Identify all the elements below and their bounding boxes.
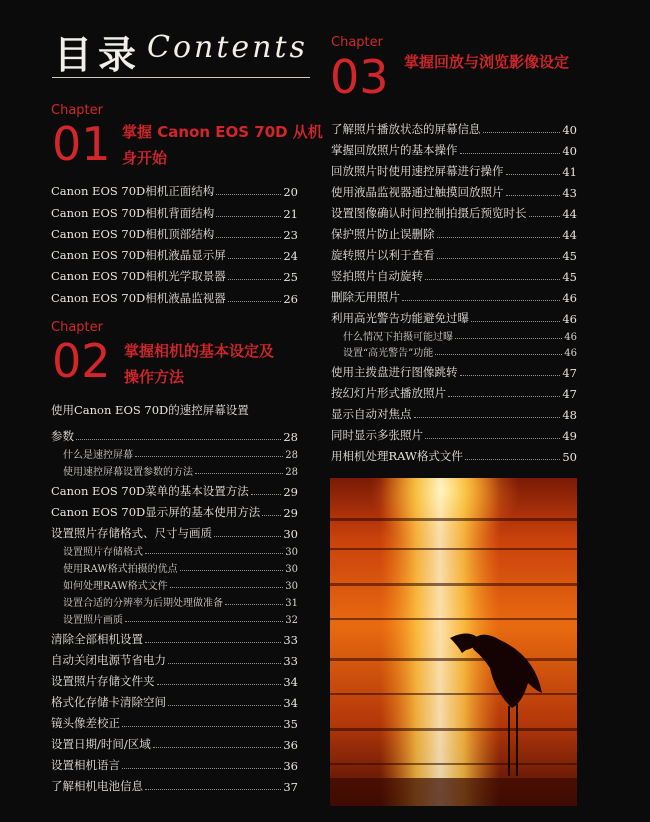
- toc-entry-title: 自动关闭电源节省电力: [51, 653, 166, 667]
- toc-entry[interactable]: [331, 179, 577, 200]
- toc-page-number: 33: [283, 633, 298, 647]
- toc-page-number: 32: [285, 615, 298, 626]
- toc-leader-dots: [425, 279, 560, 280]
- toc-leader-dots: [195, 473, 283, 474]
- toc-leader-dots: [214, 536, 281, 537]
- toc-leader-dots: [145, 789, 281, 790]
- toc-leader-dots: [216, 237, 281, 238]
- toc-entry-title: 利用高光警告功能避免过曝: [331, 311, 469, 325]
- toc-page-number: 30: [285, 547, 298, 558]
- toc-page-number: 36: [283, 738, 298, 752]
- toc-entry[interactable]: [51, 609, 298, 626]
- toc-entry[interactable]: [51, 263, 298, 284]
- toc-entry[interactable]: [331, 401, 577, 422]
- toc-page-number: 21: [283, 206, 298, 221]
- toc-entry-title: 用相机处理RAW格式文件: [331, 449, 463, 463]
- toc-entry-title: 参数: [51, 429, 74, 443]
- toc-entry-title: 镜头像差校正: [51, 716, 120, 730]
- toc-entry[interactable]: [331, 305, 577, 326]
- toc-entry-title: 了解相机电池信息: [51, 779, 143, 793]
- chapter-2-number: 02: [52, 334, 111, 388]
- toc-entry[interactable]: [51, 178, 298, 199]
- chapter-1-title-line2: 身开始: [122, 149, 168, 167]
- toc-entry[interactable]: [331, 263, 577, 284]
- toc-page-number: 50: [562, 450, 577, 464]
- toc-page-number: 34: [283, 696, 298, 710]
- chapter-1-number: 01: [52, 117, 111, 171]
- toc-entry[interactable]: [51, 558, 298, 575]
- chapter-1-label: Chapter: [51, 103, 103, 118]
- toc-leader-dots: [216, 216, 281, 217]
- toc-entry-title: Canon EOS 70D相机顶部结构: [51, 226, 215, 241]
- toc-leader-dots: [402, 300, 560, 301]
- toc-entry-title: 删除无用照片: [331, 290, 400, 304]
- toc-leader-dots: [251, 494, 282, 495]
- toc-entry-title: 旋转照片以利于查看: [331, 248, 435, 262]
- toc-leader-dots: [76, 439, 281, 440]
- toc-page-number: 23: [283, 227, 298, 242]
- toc-entry-title: Canon EOS 70D菜单的基本设置方法: [51, 484, 249, 498]
- toc-entry[interactable]: [51, 752, 298, 773]
- toc-page-number: 46: [564, 331, 577, 343]
- toc-entry[interactable]: [51, 499, 298, 520]
- toc-page-number: 30: [285, 564, 298, 575]
- toc-leader-dots: [157, 684, 282, 685]
- title-divider: [52, 77, 310, 78]
- toc-leader-dots: [122, 768, 281, 769]
- toc-entry[interactable]: [51, 773, 298, 794]
- toc-entry[interactable]: [51, 541, 298, 558]
- toc-page-number: 41: [562, 165, 577, 179]
- chapter-2-label: Chapter: [51, 320, 103, 335]
- toc-entry[interactable]: [51, 668, 298, 689]
- toc-entry[interactable]: [331, 284, 577, 305]
- toc-page-number: 46: [564, 348, 577, 359]
- toc-leader-dots: [483, 132, 561, 133]
- chapter-1-toc: [51, 178, 298, 306]
- toc-entry[interactable]: [331, 221, 577, 242]
- chapter-2-toc: [51, 423, 298, 794]
- toc-entry[interactable]: [331, 343, 577, 360]
- toc-entry-title: 设置合适的分辨率为后期处理做准备: [63, 598, 223, 609]
- toc-entry[interactable]: [51, 444, 298, 461]
- toc-leader-dots: [435, 354, 562, 355]
- toc-page-number: 37: [283, 780, 298, 794]
- toc-leader-dots: [506, 174, 561, 175]
- toc-page-number: 44: [562, 207, 577, 221]
- toc-entry-title: 设置相机语言: [51, 758, 120, 772]
- toc-leader-dots: [168, 663, 281, 664]
- toc-leader-dots: [506, 195, 561, 196]
- toc-entry-title: Canon EOS 70D显示屏的基本使用方法: [51, 505, 261, 519]
- toc-entry-title: Canon EOS 70D相机光学取景器: [51, 269, 226, 284]
- toc-page-number: 47: [562, 366, 577, 380]
- toc-entry[interactable]: [51, 626, 298, 647]
- toc-entry-title: 设置照片存储文件夹: [51, 674, 155, 688]
- toc-entry[interactable]: [331, 422, 577, 443]
- toc-leader-dots: [529, 216, 561, 217]
- toc-page-number: 20: [283, 185, 298, 200]
- toc-page-number: 29: [283, 485, 298, 499]
- toc-entry-title: 使用速控屏幕设置参数的方法: [63, 467, 193, 478]
- toc-entry-title: 设置照片存储格式: [63, 547, 143, 558]
- toc-entry[interactable]: [51, 478, 298, 499]
- toc-page-number: 49: [562, 429, 577, 443]
- toc-entry[interactable]: [51, 731, 298, 752]
- toc-entry-title: 同时显示多张照片: [331, 428, 423, 442]
- toc-entry[interactable]: [51, 592, 298, 609]
- page-title: 目录: [54, 32, 143, 77]
- toc-page-number: 40: [562, 123, 577, 137]
- toc-page-number: 46: [562, 291, 577, 305]
- toc-entry[interactable]: [331, 116, 577, 137]
- toc-leader-dots: [228, 301, 282, 302]
- page-title-en: Contents: [147, 30, 308, 65]
- toc-entry[interactable]: [51, 461, 298, 478]
- toc-entry-title: 设置照片画质: [63, 615, 123, 626]
- toc-entry[interactable]: [331, 137, 577, 158]
- toc-entry[interactable]: [331, 380, 577, 401]
- toc-leader-dots: [262, 515, 281, 516]
- chapter-2-title-line2: 操作方法: [124, 368, 185, 386]
- chapter-3-number: 03: [330, 50, 389, 104]
- toc-page-number: 35: [283, 717, 298, 731]
- toc-entry-title: Canon EOS 70D相机液晶显示屏: [51, 248, 226, 263]
- toc-entry[interactable]: [331, 443, 577, 464]
- toc-page-number: 36: [283, 759, 298, 773]
- toc-entry-title: Canon EOS 70D相机正面结构: [51, 184, 215, 199]
- toc-entry[interactable]: [331, 158, 577, 179]
- toc-leader-dots: [437, 237, 561, 238]
- toc-entry[interactable]: [51, 710, 298, 731]
- toc-entry[interactable]: [51, 647, 298, 668]
- toc-page-number: 30: [285, 581, 298, 592]
- toc-page-number: 43: [562, 186, 577, 200]
- toc-entry-title: 清除全部相机设置: [51, 632, 143, 646]
- toc-entry[interactable]: [51, 284, 298, 305]
- toc-leader-dots: [460, 375, 561, 376]
- toc-entry[interactable]: [51, 423, 298, 444]
- toc-entry-title: Canon EOS 70D相机液晶监视器: [51, 290, 226, 305]
- toc-entry-title: 了解照片播放状态的屏幕信息: [331, 122, 481, 136]
- toc-entry[interactable]: [51, 199, 298, 220]
- toc-page-number: 28: [285, 450, 298, 461]
- toc-entry-title: 什么是速控屏幕: [63, 450, 133, 461]
- toc-page-number: 47: [562, 387, 577, 401]
- toc-page-number: 28: [285, 467, 298, 478]
- toc-entry-title: 使用液晶监视器通过触摸回放照片: [331, 185, 504, 199]
- toc-leader-dots: [153, 747, 282, 748]
- toc-entry-title: 设置“高光警告”功能: [343, 348, 434, 359]
- toc-leader-dots: [460, 153, 561, 154]
- chapter-1-title-line1: 掌握 Canon EOS 70D 从机: [122, 123, 323, 141]
- toc-entry[interactable]: [331, 326, 577, 343]
- toc-leader-dots: [437, 258, 561, 259]
- toc-leader-dots: [414, 417, 561, 418]
- toc-page-number: 24: [283, 249, 298, 264]
- toc-page-number: 29: [283, 506, 298, 520]
- toc-page-number: 30: [283, 527, 298, 541]
- toc-entry-title: 什么情况下拍摄可能过曝: [343, 331, 453, 343]
- toc-entry-title: 竖拍照片自动旋转: [331, 269, 423, 283]
- toc-leader-dots: [168, 705, 281, 706]
- chapter-3-toc: [331, 116, 577, 464]
- toc-entry[interactable]: [331, 200, 577, 221]
- chapter-3-label: Chapter: [331, 35, 383, 50]
- toc-leader-dots: [122, 726, 281, 727]
- toc-entry-title: 如何处理RAW格式文件: [63, 581, 168, 592]
- toc-entry[interactable]: [51, 520, 298, 541]
- toc-entry[interactable]: [331, 242, 577, 263]
- toc-page-number: 48: [562, 408, 577, 422]
- toc-page-number: 28: [283, 430, 298, 444]
- toc-leader-dots: [216, 194, 281, 195]
- toc-leader-dots: [180, 570, 284, 571]
- toc-page-number: 45: [562, 249, 577, 263]
- toc-leader-dots: [228, 279, 282, 280]
- toc-leader-dots: [135, 456, 283, 457]
- toc-page-number: 33: [283, 654, 298, 668]
- toc-leader-dots: [448, 396, 560, 397]
- toc-entry-title: 设置照片存储格式、尺寸与画质: [51, 526, 212, 540]
- toc-entry-title: 掌握回放照片的基本操作: [331, 143, 458, 157]
- toc-entry-title: 回放照片时使用速控屏幕进行操作: [331, 164, 504, 178]
- toc-entry-title: 设置图像确认时间控制拍摄后预览时长: [331, 206, 527, 220]
- toc-page-number: 45: [562, 270, 577, 284]
- toc-entry-title: 设置日期/时间/区域: [51, 737, 151, 751]
- toc-entry-title: 格式化存储卡清除空间: [51, 695, 166, 709]
- toc-leader-dots: [425, 438, 560, 439]
- toc-entry-title: 使用主拨盘进行图像跳转: [331, 365, 458, 379]
- toc-page-number: 25: [283, 270, 298, 285]
- chapter-2-title-line1: 掌握相机的基本设定及: [124, 342, 275, 360]
- toc-page-number: 34: [283, 675, 298, 689]
- toc-leader-dots: [471, 321, 560, 322]
- toc-entry[interactable]: [51, 575, 298, 592]
- toc-leader-dots: [170, 587, 284, 588]
- toc-leader-dots: [228, 258, 282, 259]
- toc-page-number: 26: [283, 291, 298, 306]
- toc-leader-dots: [225, 604, 283, 605]
- toc-page-number: 44: [562, 228, 577, 242]
- toc-leader-dots: [455, 338, 562, 339]
- toc-entry-title: 使用RAW格式拍摄的优点: [63, 564, 178, 575]
- toc-entry[interactable]: [331, 359, 577, 380]
- toc-entry[interactable]: [51, 242, 298, 263]
- toc-entry[interactable]: [51, 689, 298, 710]
- toc-leader-dots: [125, 621, 283, 622]
- toc-entry[interactable]: [51, 221, 298, 242]
- toc-page-number: 40: [562, 144, 577, 158]
- toc-entry-title: 按幻灯片形式播放照片: [331, 386, 446, 400]
- chapter-2-first-line: 使用Canon EOS 70D的速控屏幕设置: [51, 403, 249, 417]
- toc-entry-title: Canon EOS 70D相机背面结构: [51, 205, 215, 220]
- chapter-3-title: 掌握回放与浏览影像设定: [404, 53, 570, 71]
- toc-entry-title: 保护照片防止误删除: [331, 227, 435, 241]
- toc-entry-title: 显示自动对焦点: [331, 407, 412, 421]
- toc-page-number: 46: [562, 312, 577, 326]
- toc-leader-dots: [145, 642, 281, 643]
- toc-page-number: 31: [285, 598, 298, 609]
- toc-leader-dots: [145, 553, 283, 554]
- toc-leader-dots: [465, 459, 561, 460]
- sunset-heron-photo: [330, 478, 577, 806]
